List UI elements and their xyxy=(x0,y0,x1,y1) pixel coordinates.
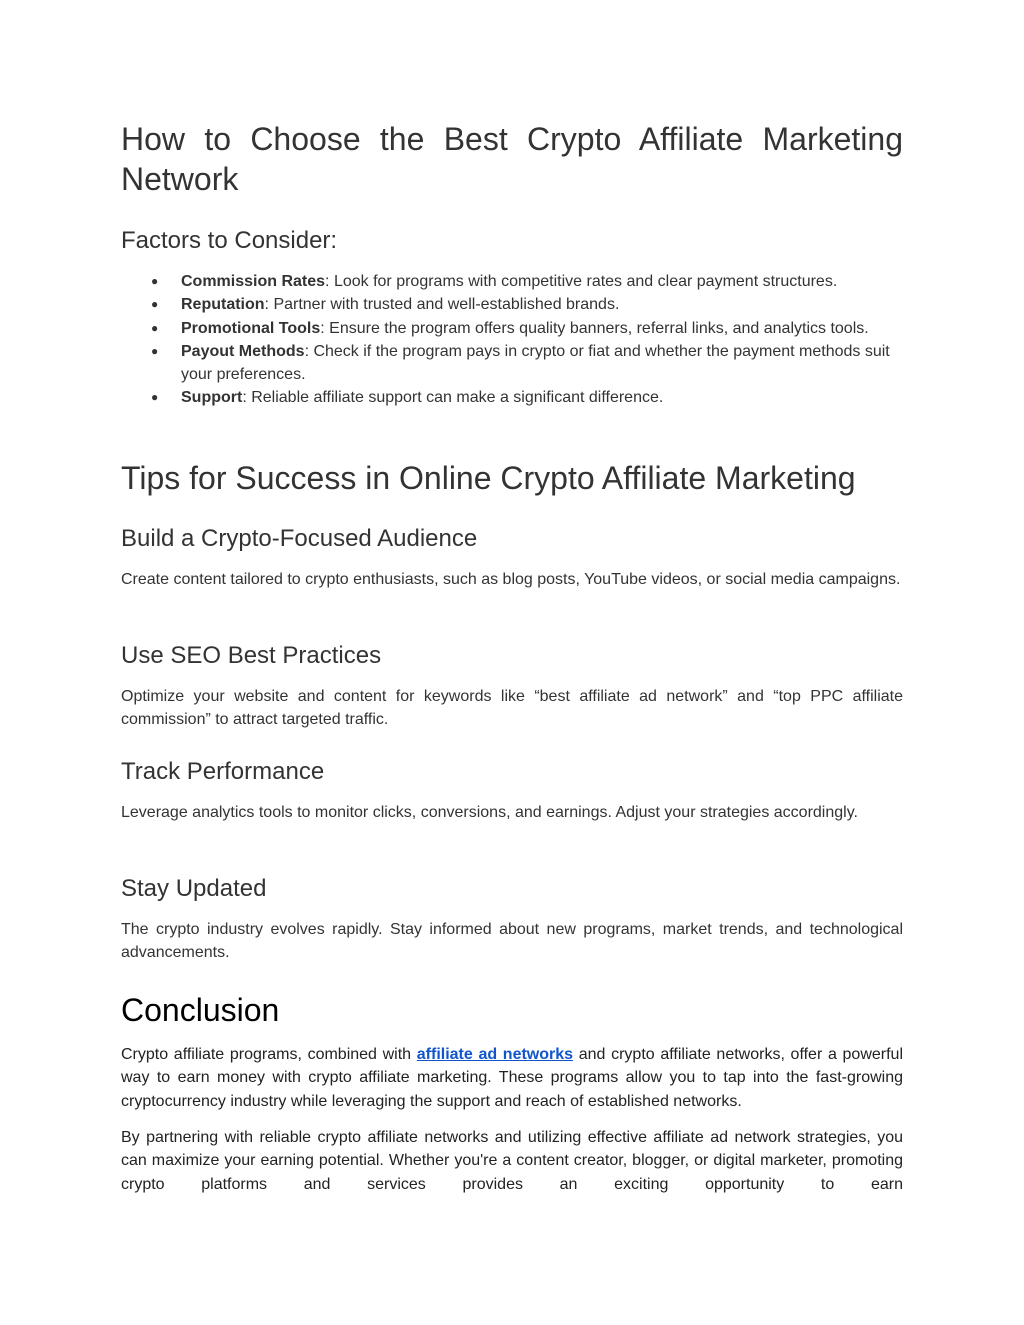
list-item xyxy=(121,386,903,409)
list-item-term: Reputation xyxy=(181,296,265,314)
section-heading-updated: Stay Updated xyxy=(121,875,267,902)
factors-heading: Factors to Consider: xyxy=(121,227,338,254)
conclusion-paragraph-1 xyxy=(121,1043,903,1113)
list-item-term: Commission Rates xyxy=(181,273,326,290)
tips-heading: Tips for Success in Online Crypto Affiliate Marketing xyxy=(121,460,856,496)
section-heading-audience: Build a Crypto-Focused Audience xyxy=(121,525,478,552)
conclusion-heading: Conclusion xyxy=(121,992,280,1028)
factors-list xyxy=(121,270,903,410)
section-text-seo: Optimize your website and content for keywords like “best affiliate ad network” and “top PPC affiliate commission” to attract targeted traffic. xyxy=(121,688,903,729)
list-item-text: : Reliable affiliate support can make a significant difference. xyxy=(242,389,664,407)
list-item-text: : Partner with trusted and well-established brands. xyxy=(264,296,620,314)
section-text-performance: Leverage analytics tools to monitor clicks, conversions, and earnings. Adjust your strategies accordingly. xyxy=(121,804,858,821)
page-title: How to Choose the Best Crypto Affiliate Marketing Network xyxy=(121,121,903,197)
section-text-audience: Create content tailored to crypto enthusiasts, such as blog posts, YouTube videos, or social media campaigns. xyxy=(121,571,901,588)
list-item xyxy=(121,293,903,316)
conclusion-text: and crypto affiliate networks, offer a powerful way to earn money with crypto affiliate marketing. These programs allow you to tap into the fast-growing cryptocurrency industry while leveraging the support and reach of established networks. xyxy=(121,1046,904,1110)
conclusion-text: Crypto affiliate programs, combined with xyxy=(121,1046,417,1063)
bullet-icon: ● xyxy=(151,390,159,405)
section-text-updated: The crypto industry evolves rapidly. Stay informed about new programs, market trends, and technological advancements. xyxy=(121,921,903,962)
bullet-icon: ● xyxy=(151,274,159,288)
bullet-icon: ● xyxy=(151,343,159,358)
list-item-term: Payout Methods xyxy=(181,342,305,360)
section-heading-performance: Track Performance xyxy=(121,758,325,785)
list-item-term: Support xyxy=(181,389,243,407)
conclusion-paragraph-2: By partnering with reliable crypto affiliate networks and utilizing effective affiliate ad network strategies, you can maximize your earning potential. Whether you're a content creator, blogger, or digital marketer, promoting crypto platforms and services provides an exciting opportunity to earn xyxy=(121,1129,903,1193)
list-item-text: : Ensure the program offers quality banners, referral links, and analytics tools. xyxy=(320,319,869,337)
list-item xyxy=(121,317,903,340)
list-item xyxy=(121,270,903,293)
list-item-text: : Check if the program pays in crypto or fiat and whether the payment methods suit your preferences. xyxy=(181,342,890,384)
affiliate-ad-networks-link[interactable]: affiliate ad networks xyxy=(416,1046,574,1063)
bullet-icon: ● xyxy=(151,297,159,312)
section-heading-seo: Use SEO Best Practices xyxy=(121,642,382,669)
list-item xyxy=(121,340,903,387)
list-item-term: Promotional Tools xyxy=(181,319,321,337)
bullet-icon: ● xyxy=(151,320,159,335)
list-item-text: : Look for programs with competitive rates and clear payment structures. xyxy=(325,273,838,290)
